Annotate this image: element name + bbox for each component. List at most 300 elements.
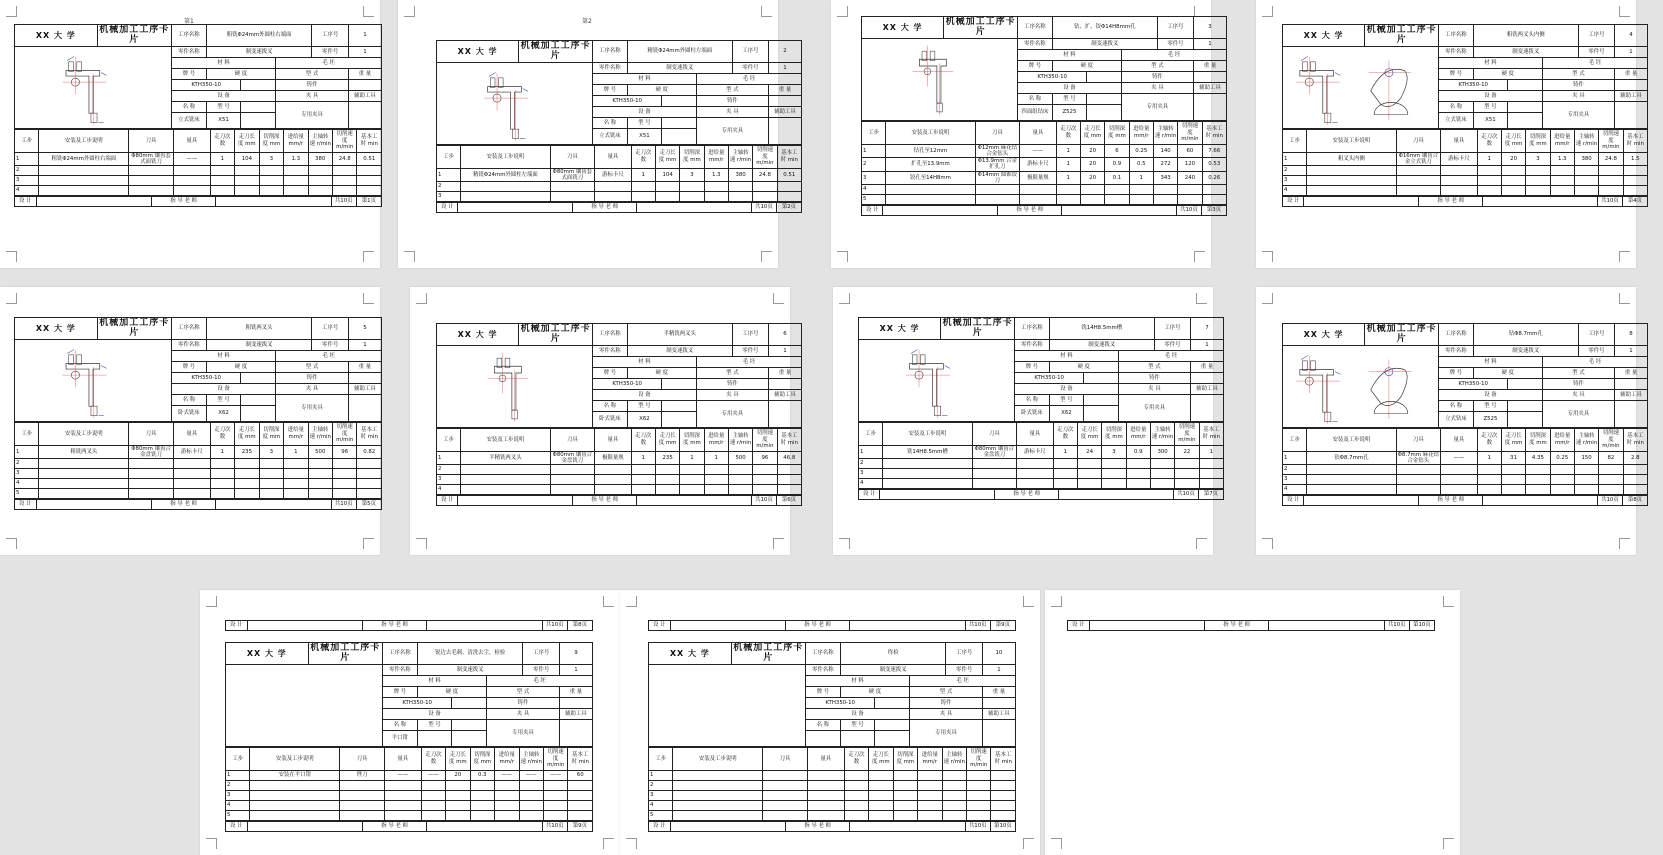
hardness-label: 硬 度 <box>417 686 486 697</box>
auxiliary-tool-label: 辅助工具 <box>769 389 802 400</box>
page-corner-mark <box>761 6 772 17</box>
hardness-label: 硬 度 <box>840 686 909 697</box>
step-velocity <box>1178 184 1202 194</box>
process-name-value: 半精铣两叉头 <box>627 324 732 346</box>
step-cut-depth <box>1102 469 1126 479</box>
piece-no-value: 1 <box>1615 46 1648 57</box>
step-no: 2 <box>649 780 673 790</box>
step-content <box>673 810 763 820</box>
table-row <box>649 770 1016 780</box>
step-velocity: 24.8 <box>1599 152 1623 165</box>
step-time: 0.82 <box>357 445 382 458</box>
step-feed: 1 <box>284 445 308 458</box>
total-pages: 共10页 <box>1173 490 1198 500</box>
material-label: 材 料 <box>383 675 487 686</box>
machine-model-value: X51 <box>627 128 662 144</box>
step-feed <box>704 475 728 485</box>
process-card <box>1282 24 1648 207</box>
step-cut-depth: 0.9 <box>1105 158 1129 171</box>
step-length <box>235 469 259 479</box>
step-speed: 140 <box>1153 144 1177 157</box>
process-no-value: 4 <box>1615 25 1648 47</box>
step-feed <box>918 800 942 810</box>
step-time <box>357 479 382 489</box>
column-header-time: 基本工时 min <box>777 428 801 451</box>
column-header-speed: 主轴转速 r/min <box>1153 121 1177 144</box>
material-value: KTH350-10 <box>383 697 452 708</box>
step-cut-depth <box>259 479 283 489</box>
column-header-content: 安装及工步说明 <box>461 428 550 451</box>
column-header-passes: 走刀次数 <box>1056 121 1080 144</box>
column-header-gauge: 量具 <box>173 129 210 152</box>
step-tool: 锉刀 <box>340 770 385 780</box>
equipment-model-label: 型 号 <box>1049 394 1084 405</box>
step-gauge <box>595 182 631 192</box>
step-gauge <box>173 489 210 499</box>
table-row <box>862 184 1227 194</box>
column-header-feed: 进给量 mm/r <box>1550 129 1574 152</box>
machine-type-value: 立式铣床 <box>1439 112 1474 128</box>
process-steps-table <box>648 747 1016 821</box>
column-header-time: 基本工时 min <box>777 145 801 168</box>
step-gauge <box>1441 475 1477 485</box>
material-label: 材 料 <box>1439 356 1543 367</box>
process-name-value: 锐边去毛刺、清洗去尘，检验 <box>417 643 523 665</box>
step-no: 4 <box>226 800 250 810</box>
step-velocity <box>333 459 357 469</box>
step-length <box>869 770 893 780</box>
piece-no-label: 零件号 <box>1154 339 1190 350</box>
step-cut-depth <box>1526 166 1550 176</box>
column-header-cut-depth: 切削深度 mm <box>1526 129 1550 152</box>
column-header-step: 工步 <box>437 428 461 451</box>
type-label: 型 式 <box>1118 361 1190 372</box>
supervisor-value <box>1483 197 1598 207</box>
university-name: XX 大 学 <box>437 41 519 63</box>
step-cut-depth <box>893 800 917 810</box>
column-header-feed: 进给量 mm/r <box>918 747 942 770</box>
step-passes: 1 <box>1477 451 1501 464</box>
step-velocity <box>967 780 991 790</box>
step-no: 5 <box>649 810 673 820</box>
step-cut-depth <box>1526 475 1550 485</box>
step-velocity <box>967 800 991 810</box>
step-content <box>461 475 550 485</box>
step-feed <box>1126 469 1150 479</box>
column-header-cut-depth: 切削深度 mm <box>1105 121 1129 144</box>
step-cut-depth <box>259 166 283 176</box>
step-tool: Φ8.7mm 麻花钻合金钻头 <box>1397 451 1439 464</box>
hardness-value <box>241 79 276 90</box>
step-passes <box>210 479 234 489</box>
column-header-feed: 进给量 mm/r <box>704 145 728 168</box>
card-title: 机械加工工序卡片 <box>520 41 591 62</box>
type-label: 型 式 <box>1542 367 1614 378</box>
table-row <box>437 485 802 495</box>
weight-value <box>1191 372 1224 383</box>
blank-cell <box>452 730 487 746</box>
step-no: 3 <box>859 469 883 479</box>
step-feed: 1 <box>1129 171 1153 184</box>
piece-no-label: 零件号 <box>523 664 559 675</box>
design-label: 设 计 <box>1283 496 1304 506</box>
table-row <box>15 176 382 186</box>
design-value <box>247 621 362 631</box>
process-no-value: 3 <box>1194 17 1227 39</box>
step-gauge <box>384 790 421 800</box>
step-length <box>235 459 259 469</box>
auxiliary-tool-value <box>1615 101 1648 128</box>
step-cut-depth <box>893 810 917 820</box>
step-cut-depth <box>893 790 917 800</box>
page-corner-mark <box>837 251 848 262</box>
step-feed <box>284 176 308 186</box>
step-gauge: 游标卡尺 <box>1020 158 1056 171</box>
column-header-feed: 进给量 mm/r <box>1129 121 1153 144</box>
blank-type-value: 铸件 <box>1121 71 1193 82</box>
step-speed: 380 <box>308 152 332 165</box>
step-cut-depth: 3 <box>1102 445 1126 458</box>
step-speed <box>1153 194 1177 204</box>
step-passes <box>210 176 234 186</box>
university-name: XX 大 学 <box>437 324 519 346</box>
step-time <box>1623 465 1647 475</box>
piece-no-label: 零件号 <box>732 345 768 356</box>
step-length <box>869 790 893 800</box>
step-gauge <box>807 800 844 810</box>
step-tool <box>129 489 174 499</box>
step-content <box>39 166 129 176</box>
card-footer-table <box>14 196 382 207</box>
table-row <box>226 780 593 790</box>
step-cut-depth <box>259 489 283 499</box>
part-name-value: 制变速拨叉 <box>840 664 946 675</box>
step-tool <box>763 780 808 790</box>
step-tool: Φ16mm 镶齿合金立式铣刀 <box>1396 152 1441 165</box>
step-velocity: 240 <box>1178 171 1202 184</box>
column-header-feed: 进给量 mm/r <box>1550 428 1574 451</box>
table-row <box>226 790 593 800</box>
column-header-velocity: 切削速度 m/min <box>1599 428 1623 451</box>
step-speed <box>1574 485 1598 495</box>
step-feed <box>495 780 519 790</box>
step-time <box>777 192 801 202</box>
process-name-value: 钻Φ8.7mm孔 <box>1473 324 1578 346</box>
column-header-velocity: 切削速度 m/min <box>753 145 777 168</box>
part-name-value: 制变速拨叉 <box>1052 38 1157 49</box>
step-velocity: 24.8 <box>753 168 777 181</box>
step-feed <box>1550 475 1574 485</box>
column-header-content: 安装及工步说明 <box>1307 428 1396 451</box>
equipment-label: 设 备 <box>1018 82 1122 93</box>
blank-type-value: 铸件 <box>487 697 560 708</box>
step-cut-depth <box>680 192 704 202</box>
step-content: 粗铣Φ24mm外圆柱右端面 <box>39 152 129 165</box>
equipment-label: 设 备 <box>593 389 697 400</box>
table-row <box>862 171 1227 184</box>
step-content <box>39 479 129 489</box>
step-no: 3 <box>226 790 250 800</box>
material-label: 材 料 <box>1015 350 1119 361</box>
step-tool <box>340 790 385 800</box>
supervisor-value <box>1483 496 1598 506</box>
step-content <box>39 489 129 499</box>
step-time <box>1199 459 1223 469</box>
machine-type-value: 立式铣床 <box>172 112 207 128</box>
step-passes <box>1053 479 1077 489</box>
grade-label: 牌 号 <box>806 686 841 697</box>
step-cut-depth <box>1526 186 1550 196</box>
equipment-name-label: 名 称 <box>172 101 207 112</box>
part-name-label: 零件名称 <box>1439 345 1474 356</box>
step-no: 5 <box>862 194 886 204</box>
blank-label: 毛 坯 <box>1542 356 1647 367</box>
process-card <box>14 317 382 510</box>
step-speed <box>308 186 332 196</box>
orphan-footer <box>225 620 593 631</box>
hardness-value <box>662 378 697 389</box>
step-length: 235 <box>235 445 259 458</box>
process-card <box>861 16 1227 216</box>
step-time <box>991 800 1016 810</box>
supervisor-label: 指 导 老 师 <box>1418 496 1482 506</box>
step-tool: Φ80mm 镶齿套式面铣刀 <box>129 152 174 165</box>
process-name-label: 工序名称 <box>1439 25 1474 47</box>
step-gauge <box>1441 465 1477 475</box>
card-header-table <box>14 317 382 422</box>
hardness-label: 硬 度 <box>627 84 696 95</box>
step-passes <box>421 780 445 790</box>
material-value: KTH350-10 <box>1439 79 1508 90</box>
process-name-label: 工序名称 <box>1439 324 1474 346</box>
part-name-value: 制变速拨叉 <box>1049 339 1154 350</box>
piece-no-label: 零件号 <box>946 664 982 675</box>
page-corner-mark <box>1194 251 1205 262</box>
weight-label: 重 量 <box>769 367 802 378</box>
page-corner-mark <box>1051 596 1062 607</box>
step-time <box>357 469 382 479</box>
step-length <box>655 465 679 475</box>
page-corner-mark <box>6 251 17 262</box>
step-passes: 1 <box>1477 152 1501 165</box>
step-no: 4 <box>649 800 673 810</box>
equipment-label: 设 备 <box>1439 389 1543 400</box>
column-header-passes: 走刀次数 <box>1477 129 1501 152</box>
blank-cell <box>662 411 697 427</box>
step-feed <box>284 186 308 196</box>
page-of: 第4页 <box>1622 197 1647 207</box>
blank-cell <box>1084 394 1119 405</box>
step-no: 4 <box>862 184 886 194</box>
step-passes <box>1477 166 1501 176</box>
page-corner-mark <box>1619 6 1630 17</box>
step-tool: Φ80mm 镶齿合金盘铣刀 <box>972 445 1017 458</box>
step-content: 钻孔至12mm <box>886 144 975 157</box>
step-gauge <box>173 479 210 489</box>
step-passes <box>210 186 234 196</box>
fixture-value: 专用夹具 <box>696 117 768 144</box>
fixture-label: 夹 具 <box>696 106 768 117</box>
column-header-tool: 刀具 <box>763 747 808 770</box>
equipment-label: 设 备 <box>383 708 487 719</box>
table-row <box>15 459 382 469</box>
step-time <box>1202 194 1226 204</box>
step-feed: 1.3 <box>1550 152 1574 165</box>
grade-label: 牌 号 <box>383 686 418 697</box>
column-header-step: 工步 <box>859 422 883 445</box>
step-feed <box>495 810 519 820</box>
column-header-tool: 刀具 <box>975 121 1020 144</box>
step-content <box>250 790 340 800</box>
blank-label: 毛 坯 <box>276 57 382 68</box>
column-header-feed: 进给量 mm/r <box>1126 422 1150 445</box>
step-speed: 150 <box>1574 451 1598 464</box>
card-footer-table <box>436 495 802 506</box>
card-footer-table <box>648 620 1016 631</box>
step-tool <box>972 469 1017 479</box>
step-gauge <box>1020 194 1056 204</box>
type-label: 型 式 <box>696 84 768 95</box>
material-value: KTH350-10 <box>172 79 241 90</box>
step-content <box>673 790 763 800</box>
page-corner-mark <box>1196 293 1207 304</box>
blank-cell <box>662 117 697 128</box>
step-no: 2 <box>1283 166 1307 176</box>
step-no: 3 <box>1283 475 1307 485</box>
step-cut-depth <box>1102 459 1126 469</box>
hardness-value <box>241 372 276 383</box>
auxiliary-tool-value <box>1615 400 1648 427</box>
piece-no-label: 零件号 <box>312 46 348 57</box>
step-feed <box>495 800 519 810</box>
step-velocity <box>967 790 991 800</box>
step-content <box>250 800 340 810</box>
step-cut-depth <box>680 475 704 485</box>
supervisor-value <box>637 203 752 213</box>
design-value <box>458 496 573 506</box>
step-content <box>673 800 763 810</box>
weight-value <box>1615 79 1648 90</box>
step-time: 0.53 <box>1202 158 1226 171</box>
blank-label: 毛 坯 <box>1542 57 1647 68</box>
weight-value <box>559 697 592 708</box>
page-of: 第3页 <box>1201 205 1226 215</box>
column-header-tool: 刀具 <box>340 747 385 770</box>
table-row <box>15 479 382 489</box>
piece-no-label: 零件号 <box>1578 46 1614 57</box>
step-passes: 1 <box>1056 158 1080 171</box>
column-header-cut-depth: 切削深度 mm <box>259 422 283 445</box>
piece-no-value: 1 <box>1194 38 1227 49</box>
step-feed <box>284 469 308 479</box>
step-feed <box>1550 465 1574 475</box>
step-speed <box>1574 465 1598 475</box>
piece-no-value: 1 <box>982 664 1015 675</box>
fixture-label: 夹 具 <box>1542 90 1614 101</box>
process-steps-table <box>14 129 382 196</box>
design-label: 设 计 <box>649 621 671 631</box>
step-velocity <box>753 465 777 475</box>
piece-no-value: 1 <box>348 46 381 57</box>
process-no-value: 8 <box>1615 324 1648 346</box>
weight-label: 重 量 <box>559 686 592 697</box>
column-header-gauge: 量具 <box>1020 121 1056 144</box>
step-feed: —— <box>495 770 519 780</box>
hardness-value <box>1087 71 1122 82</box>
process-card <box>225 642 593 832</box>
card-header-table <box>858 317 1224 422</box>
column-header-speed: 主轴转速 r/min <box>728 145 752 168</box>
step-velocity <box>1599 475 1623 485</box>
fixture-label: 夹 具 <box>276 90 349 101</box>
document-page <box>1045 590 1460 855</box>
step-tool <box>129 186 174 196</box>
step-cut-depth <box>1526 485 1550 495</box>
step-velocity <box>1175 469 1199 479</box>
document-page <box>0 287 380 555</box>
process-sketch <box>859 339 1015 421</box>
auxiliary-tool-value <box>348 394 381 421</box>
blank-cell <box>1508 112 1543 128</box>
step-gauge <box>1441 186 1477 196</box>
step-cut-depth: 3 <box>680 168 704 181</box>
blank-type-value: 铸件 <box>276 372 349 383</box>
step-velocity <box>753 182 777 192</box>
table-row <box>437 475 802 485</box>
step-content: 铰孔至14H8mm <box>886 171 975 184</box>
step-tool <box>550 192 595 202</box>
page-of: 第10页 <box>990 821 1015 831</box>
column-header-content: 安装及工步说明 <box>886 121 975 144</box>
step-time <box>1623 186 1647 196</box>
card-header-table <box>436 323 802 428</box>
page-corner-mark <box>206 838 217 849</box>
process-steps-table <box>14 422 382 499</box>
equipment-label: 设 备 <box>172 90 276 101</box>
process-sketch <box>862 38 1018 120</box>
step-velocity: 82 <box>1599 451 1623 464</box>
column-header-content: 安装及工步说明 <box>39 129 129 152</box>
step-time <box>777 182 801 192</box>
column-header-cut-depth: 切削深度 mm <box>680 145 704 168</box>
column-header-feed: 进给量 mm/r <box>284 422 308 445</box>
auxiliary-tool-label: 辅助工具 <box>769 106 802 117</box>
process-name-value: 终检 <box>840 643 946 665</box>
step-passes <box>844 810 868 820</box>
column-header-tool: 刀具 <box>550 145 595 168</box>
process-no-value: 1 <box>348 25 381 47</box>
column-header-gauge: 量具 <box>595 428 631 451</box>
auxiliary-tool-value <box>769 117 802 144</box>
auxiliary-tool-label: 辅助工具 <box>1191 383 1224 394</box>
card-title: 机械加工工序卡片 <box>942 318 1013 339</box>
part-name-label: 零件名称 <box>1015 339 1050 350</box>
material-label: 材 料 <box>593 73 697 84</box>
piece-no-value: 1 <box>1191 339 1224 350</box>
step-passes <box>844 780 868 790</box>
step-time <box>1623 485 1647 495</box>
step-gauge: 极限量规 <box>595 451 631 464</box>
column-header-cut-depth: 切削深度 mm <box>1102 422 1126 445</box>
step-no: 4 <box>1283 485 1307 495</box>
process-sketch-drawing <box>437 346 592 427</box>
material-label: 材 料 <box>1439 57 1543 68</box>
column-header-cut-depth: 切削深度 mm <box>893 747 917 770</box>
column-header-velocity: 切削速度 m/min <box>1175 422 1199 445</box>
process-name-value: 精铣Φ24mm外圆柱左端面 <box>627 41 732 63</box>
step-feed: 0.9 <box>1126 445 1150 458</box>
blank-type-value: 铸件 <box>1542 79 1614 90</box>
